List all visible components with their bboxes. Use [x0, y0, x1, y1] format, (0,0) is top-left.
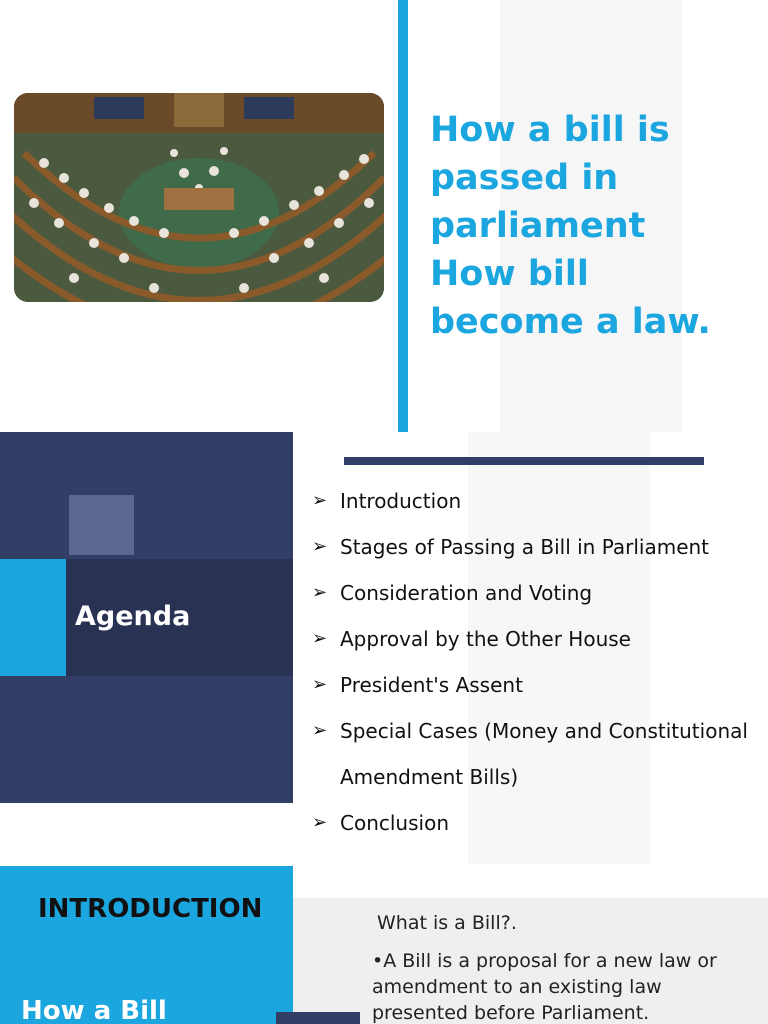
decorative-square — [69, 495, 134, 555]
list-item-text: Conclusion — [340, 811, 449, 835]
arrow-bullet-icon: ➢ — [312, 490, 328, 511]
decorative-accent-block — [0, 559, 66, 676]
accent-divider — [398, 0, 408, 432]
title-line: How a bill is — [430, 110, 670, 150]
list-item — [312, 616, 768, 662]
title-line: How bill — [430, 254, 589, 294]
list-item-text: President's Assent — [340, 673, 523, 697]
list-item — [312, 478, 768, 524]
arrow-bullet-icon: ➢ — [312, 628, 328, 649]
arrow-bullet-icon: ➢ — [312, 536, 328, 557]
list-item-text-continued: Amendment Bills) — [340, 765, 519, 789]
divider-rule — [344, 457, 704, 465]
agenda-list — [312, 478, 768, 846]
list-item-text: Consideration and Voting — [340, 581, 593, 605]
arrow-bullet-icon: ➢ — [312, 720, 328, 741]
list-item — [312, 524, 768, 570]
title-line: become a law. — [430, 302, 711, 342]
agenda-panel — [0, 432, 293, 803]
list-item — [312, 708, 768, 800]
decorative-bar — [276, 1012, 360, 1024]
title-line: passed in — [430, 158, 619, 198]
arrow-bullet-icon: ➢ — [312, 674, 328, 695]
list-item-text: Special Cases (Money and Constitutional — [340, 719, 748, 743]
parliament-photo — [14, 93, 384, 302]
list-item — [312, 800, 768, 846]
intro-paragraph: •A Bill is a proposal for a new law or amendment to an existing law presented before Parliament. — [372, 950, 717, 1024]
agenda-heading: Agenda — [75, 601, 191, 632]
list-item — [312, 662, 768, 708]
intro-heading: INTRODUCTION — [38, 894, 263, 924]
title-line: parliament — [430, 206, 646, 246]
intro-subheading: How a Bill — [21, 996, 167, 1024]
list-item-text: Introduction — [340, 489, 462, 513]
intro-question: What is a Bill?. — [377, 912, 517, 934]
arrow-bullet-icon: ➢ — [312, 812, 328, 833]
list-item — [312, 570, 768, 616]
agenda-slide — [0, 432, 768, 864]
title-slide — [0, 0, 768, 432]
slide-title — [430, 106, 750, 346]
list-item-text: Stages of Passing a Bill in Parliament — [340, 535, 710, 559]
introduction-slide — [0, 864, 768, 1024]
list-item-text: Approval by the Other House — [340, 627, 631, 651]
arrow-bullet-icon: ➢ — [312, 582, 328, 603]
